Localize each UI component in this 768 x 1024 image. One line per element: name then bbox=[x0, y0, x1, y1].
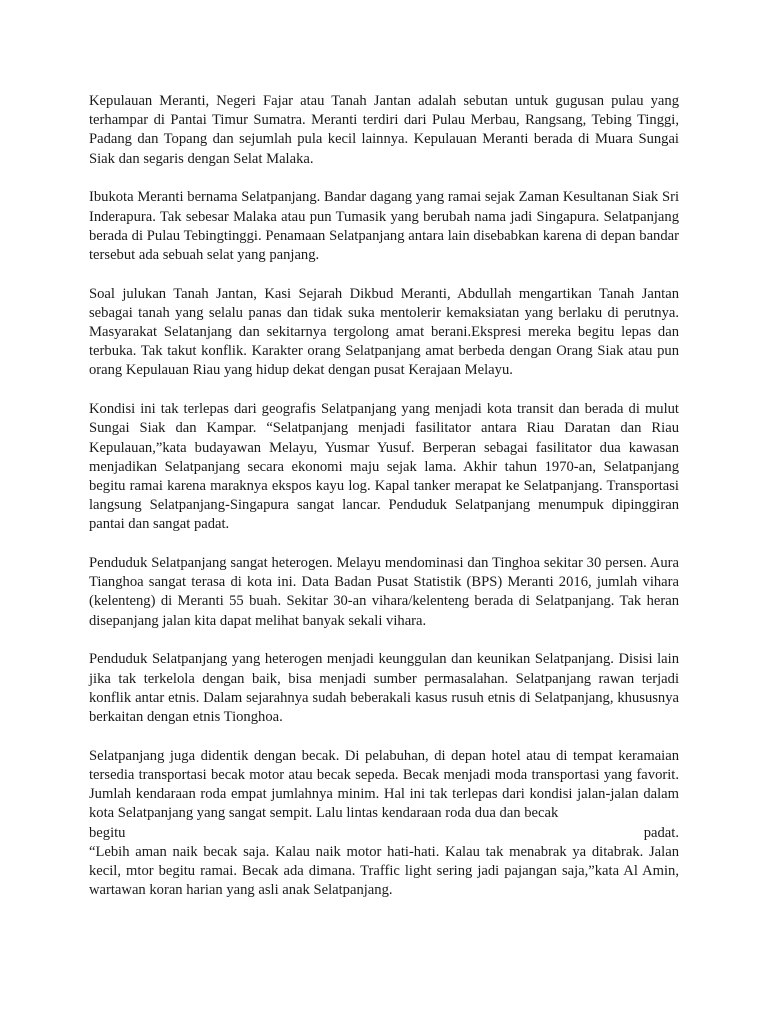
paragraph-6: Penduduk Selatpanjang yang heterogen menjadi keunggulan dan keunikan Selatpanjang. Disisi lain jika tak terkelola dengan baik, bisa menjadi sumber permasalahan. Selatpanjang rawan terjadi konflik antar etnis. Dalam sejarahnya sudah beberakali kasus rusuh etnis di Selatpanjang, khususnya berkaitan dengan etnis Tionghoa. bbox=[89, 651, 679, 725]
paragraph-7-part-2: “Lebih aman naik becak saja. Kalau naik motor hati-hati. Kalau tak menabrak ya ditabrak. Jalan kecil, mtor begitu ramai. Becak ada dimana. Traffic light sering jadi pajangan saja,”kata Al Amin, wartawan koran harian yang asli anak Selatpanjang. bbox=[89, 843, 679, 899]
paragraph-5: Penduduk Selatpanjang sangat heterogen. Melayu mendominasi dan Tinghoa sekitar 30 persen. Aura Tianghoa sangat terasa di kota ini. Data Badan Pusat Statistik (BPS) Meranti 2016, jumlah vihara (kelenteng) di Meranti 55 buah. Sekitar 30-an vihara/kelenteng berada di Selatpanjang. Tak heran disepanjang jalan kita dapat melihat banyak sekali vihara. bbox=[89, 555, 679, 629]
paragraph-2: Ibukota Meranti bernama Selatpanjang. Bandar dagang yang ramai sejak Zaman Kesultanan Siak Sri Inderapura. Tak sebesar Malaka atau pun Tumasik yang berubah nama jadi Singapura. Selatpanjang berada di Pulau Tebingtinggi. Penamaan Selatpanjang antara lain disebabkan karena di depan bandar tersebut ada sebuah selat yang panjang. bbox=[89, 189, 679, 263]
paragraph-4: Kondisi ini tak terlepas dari geografis Selatpanjang yang menjadi kota transit dan berada di mulut Sungai Siak dan Kampar. “Selatpanjang menjadi fasilitator antara Riau Daratan dan Riau Kepulauan,”kata budayawan Melayu, Yusmar Yusuf. Berperan sebagai fasilitator dua kawasan menjadikan Selatpanjang secara ekonomi maju sejak lama. Akhir tahun 1970-an, Selatpanjang begitu ramai karena maraknya ekspos kayu log. Kapal tanker merapat ke Selatpanjang. Transportasi langsung Selatpanjang-Singapura sangat lancar. Penduduk Selatpanjang menumpuk dipinggiran pantai dan sangat padat. bbox=[89, 401, 679, 533]
spread-word-left: begitu bbox=[89, 824, 126, 841]
paragraph-3: Soal julukan Tanah Jantan, Kasi Sejarah Dikbud Meranti, Abdullah mengartikan Tanah Jantan sebagai tanah yang selalu panas dan tidak suka mentolerir kemaksiatan yang berlaku di perutnya. Masyarakat Selatanjang dan sekitarnya tergolong amat berani.Ekspresi mereka begitu lepas dan terbuka. Tak takut konflik. Karakter orang Selatpanjang amat berbeda dengan Orang Siak atau pun orang Kepulauan Riau yang hidup dekat dengan pusat Kerajaan Melayu. bbox=[89, 285, 679, 379]
paragraph-7-spread-line bbox=[89, 824, 679, 843]
document-body bbox=[89, 92, 679, 920]
paragraph-7 bbox=[89, 747, 679, 901]
paragraph-7-part-1: Selatpanjang juga didentik dengan becak. Di pelabuhan, di depan hotel atau di tempat keramaian tersedia transportasi becak motor atau becak sepeda. Becak menjadi moda transportasi yang favorit. Jumlah kendaraan roda empat jumlahnya minim. Hal ini tak terlepas dari kondisi jalan-jalan dalam kota Selatpanjang yang sangat sempit. Lalu lintas kendaraan roda dua dan becak bbox=[89, 747, 679, 822]
spread-word-right: padat. bbox=[643, 824, 679, 841]
paragraph-1: Kepulauan Meranti, Negeri Fajar atau Tanah Jantan adalah sebutan untuk gugusan pulau yang terhampar di Pantai Timur Sumatra. Meranti terdiri dari Pulau Merbau, Rangsang, Tebing Tinggi, Padang dan Topang dan sejumlah pula kecil lainnya. Kepulauan Meranti berada di Muara Sungai Siak dan segaris dengan Selat Malaka. bbox=[89, 93, 679, 167]
